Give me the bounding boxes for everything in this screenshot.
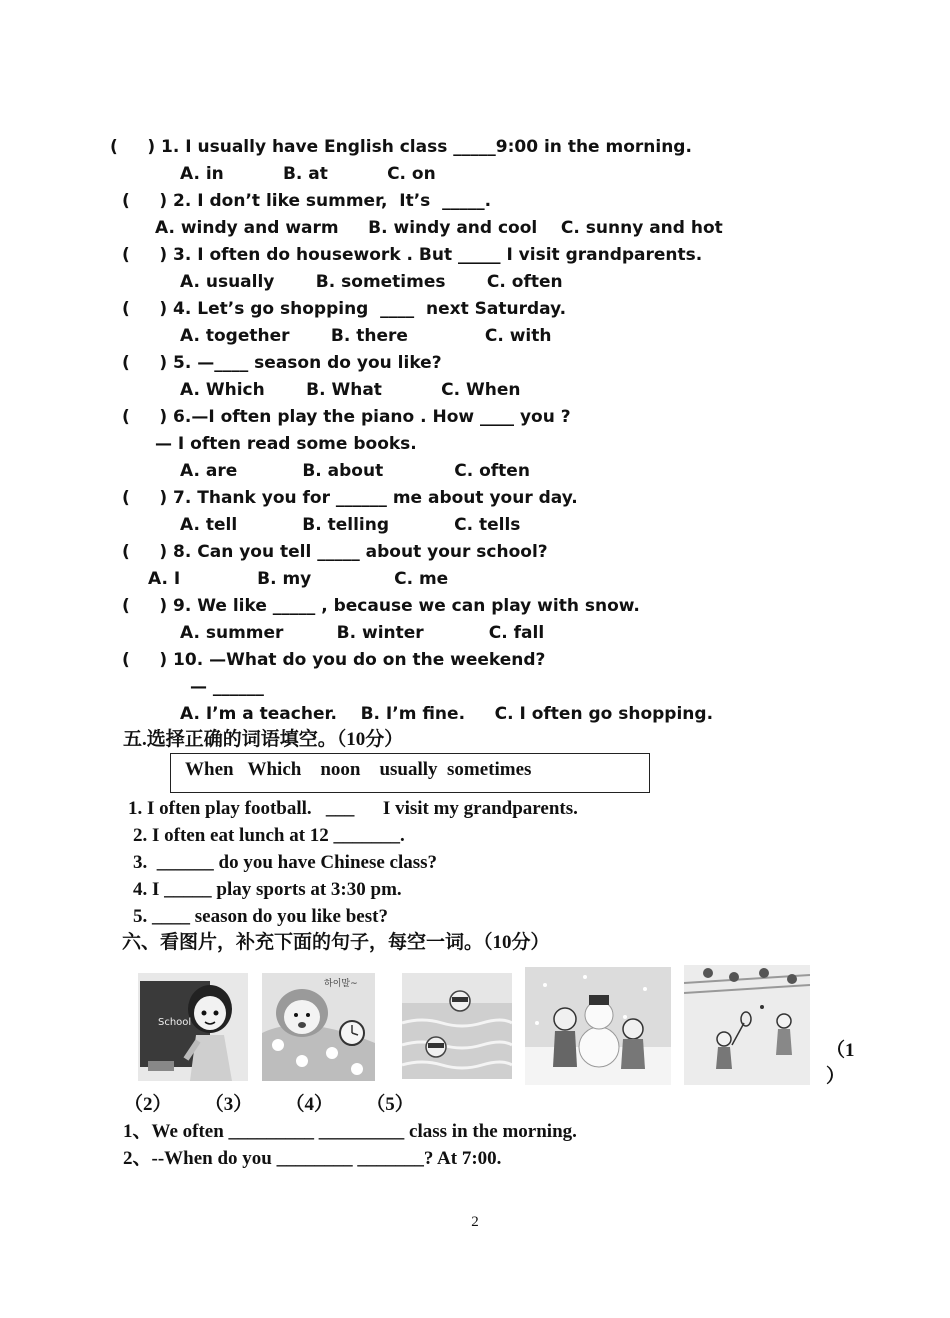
picture-sentence-2: 2、--When do you ________ _______? At 7:00. bbox=[123, 1148, 502, 1169]
girl-waking-picture bbox=[262, 973, 375, 1081]
section-6-heading: 六、看图片，补充下面的句子，每空一词。（10分） bbox=[122, 932, 550, 953]
question-9-options: A. summer B. winter C. fall bbox=[180, 623, 545, 643]
question-6-answer-line: — I often read some books. bbox=[155, 434, 417, 454]
question-4-options: A. together B. there C. with bbox=[180, 326, 552, 346]
question-9: ( ) 9. We like _____ , because we can play with snow. bbox=[122, 596, 640, 616]
question-5-options: A. Which B. What C. When bbox=[180, 380, 521, 400]
fill-in-4: 4. I _____ play sports at 3:30 pm. bbox=[133, 879, 402, 900]
question-3-options: A. usually B. sometimes C. often bbox=[180, 272, 563, 292]
question-2: ( ) 2. I don’t like summer, It’s _____. bbox=[122, 191, 492, 211]
playground-picture bbox=[684, 965, 810, 1085]
question-3: ( ) 3. I often do housework . But _____ I visit grandparents. bbox=[122, 245, 703, 265]
question-6: ( ) 6.—I often play the piano . How ____ you ? bbox=[122, 407, 571, 427]
wake-caption: 하이말~ bbox=[324, 979, 358, 989]
question-7-options: A. tell B. telling C. tells bbox=[180, 515, 521, 535]
question-8-options: A. I B. my C. me bbox=[148, 569, 449, 589]
question-10-answer-line: — ______ bbox=[190, 677, 264, 697]
snowman-picture bbox=[525, 967, 671, 1085]
question-8: ( ) 8. Can you tell _____ about your school? bbox=[122, 542, 548, 562]
word-bank-box bbox=[170, 753, 650, 793]
question-5: ( ) 5. —____ season do you like? bbox=[122, 353, 442, 373]
page-number: 2 bbox=[471, 1214, 479, 1230]
question-1-options: A. in B. at C. on bbox=[180, 164, 436, 184]
question-6-options: A. are B. about C. often bbox=[180, 461, 530, 481]
school-caption: School bbox=[158, 1017, 192, 1028]
picture-labels-row: （2） （3） （4） （5） bbox=[124, 1094, 414, 1115]
swimming-picture bbox=[402, 973, 512, 1079]
picture-label-1-open: （1 bbox=[826, 1040, 855, 1061]
fill-in-2: 2. I often eat lunch at 12 _______. bbox=[133, 825, 405, 846]
question-10-options: A. I’m a teacher. B. I’m fine. C. I often go shopping. bbox=[180, 704, 714, 724]
question-1: ( ) 1. I usually have English class _____9:00 in the morning. bbox=[110, 137, 692, 157]
section-5-heading: 五.选择正确的词语填空。（10分） bbox=[123, 729, 404, 750]
fill-in-3: 3. ______ do you have Chinese class? bbox=[133, 852, 438, 873]
question-4: ( ) 4. Let’s go shopping ____ next Saturday. bbox=[122, 299, 567, 319]
fill-in-1: 1. I often play football. ___ I visit my grandparents. bbox=[128, 798, 578, 819]
question-7: ( ) 7. Thank you for ______ me about your day. bbox=[122, 488, 578, 508]
fill-in-5: 5. ____ season do you like best? bbox=[133, 906, 388, 927]
picture-sentence-1: 1、We often _________ _________ class in the morning. bbox=[123, 1121, 577, 1142]
question-2-options: A. windy and warm B. windy and cool C. sunny and hot bbox=[155, 218, 723, 238]
word-bank-words: When Which noon usually sometimes bbox=[185, 759, 532, 780]
picture-label-1-close: ） bbox=[826, 1066, 846, 1087]
teacher-school-picture bbox=[138, 973, 248, 1081]
question-10: ( ) 10. —What do you do on the weekend? bbox=[122, 650, 546, 670]
